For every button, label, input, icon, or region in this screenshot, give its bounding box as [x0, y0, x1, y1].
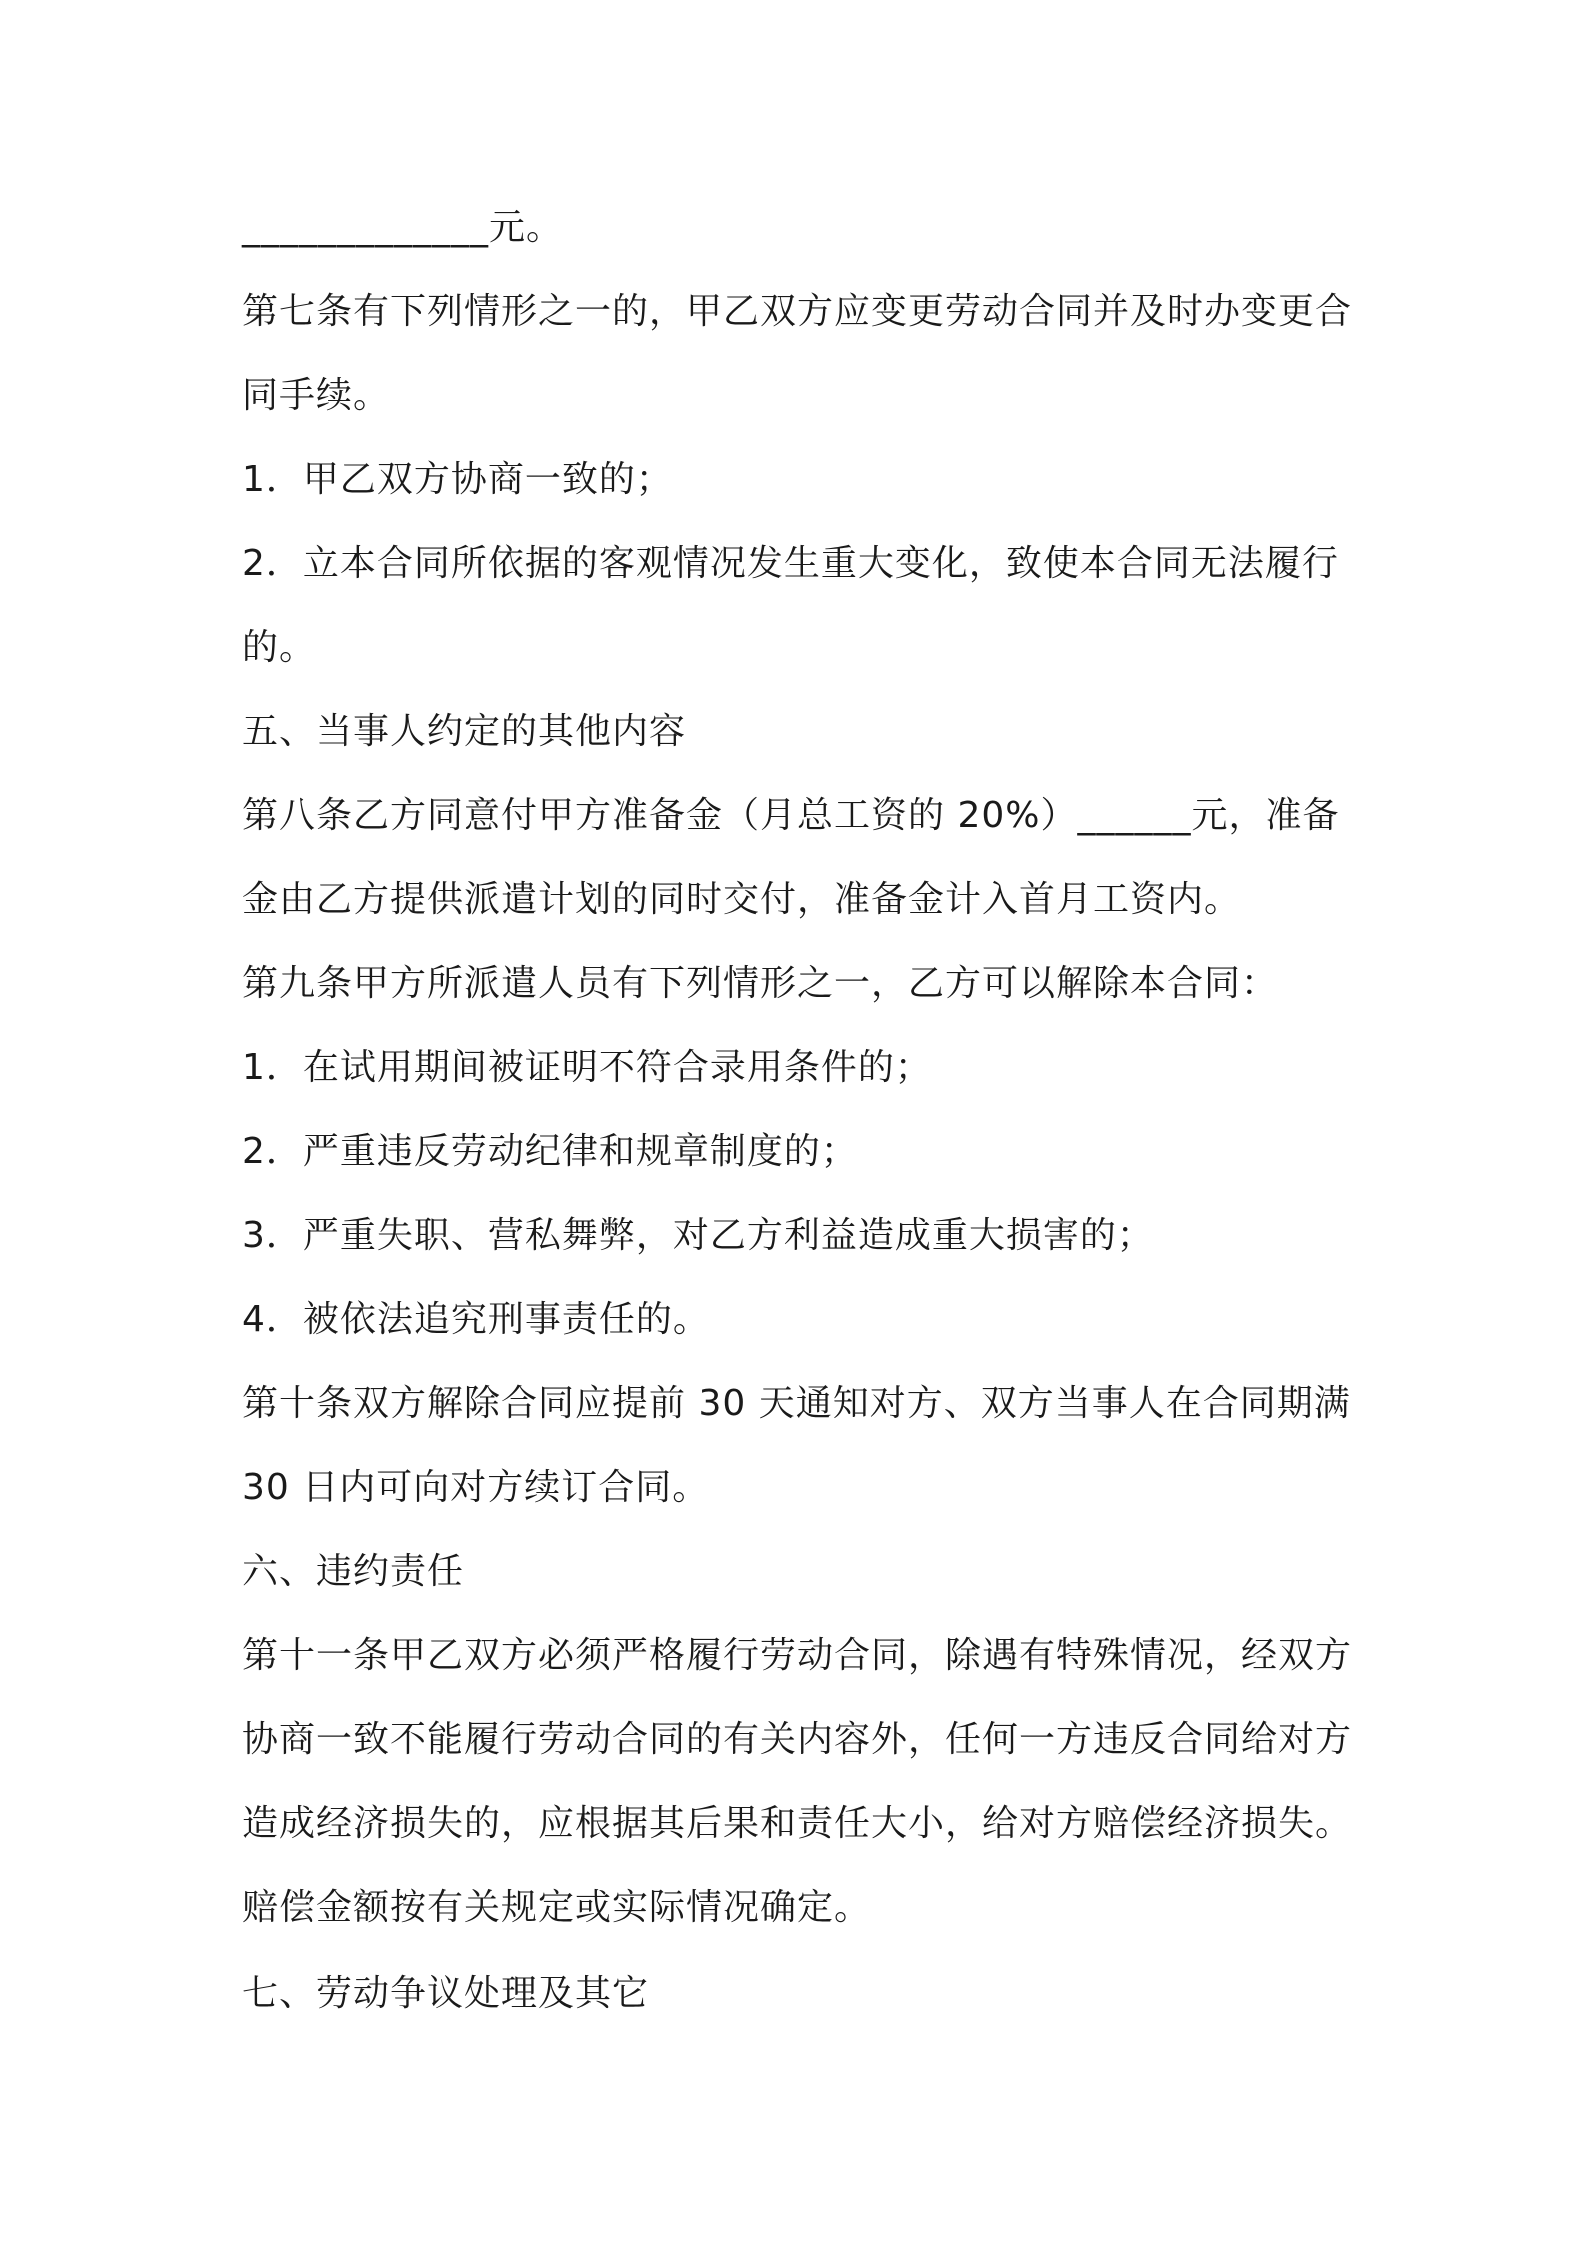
- article-10-line-2: 30 日内可向对方续订合同。: [242, 1467, 710, 1508]
- article-9-item-3: 3．严重失职、营私舞弊，对乙方利益造成重大损害的；: [242, 1215, 1154, 1256]
- article-7-line-1: 第七条有下列情形之一的，甲乙双方应变更劳动合同并及时办变更合: [242, 291, 1353, 332]
- article-7-item-2-line-1: 2．立本合同所依据的客观情况发生重大变化，致使本合同无法履行: [242, 543, 1339, 584]
- section-6-heading: 六、违约责任: [242, 1551, 465, 1592]
- article-11-line-4: 赔偿金额按有关规定或实际情况确定。: [242, 1887, 872, 1928]
- section-7-heading: 七、劳动争议处理及其它: [242, 1973, 650, 2014]
- blank-amount-line: _____________元。: [242, 207, 564, 248]
- article-7-item-2-line-2: 的。: [242, 627, 317, 668]
- article-9-item-2: 2．严重违反劳动纪律和规章制度的；: [242, 1131, 858, 1172]
- article-11-line-2: 协商一致不能履行劳动合同的有关内容外，任何一方违反合同给对方: [242, 1719, 1353, 1760]
- article-11-line-1: 第十一条甲乙双方必须严格履行劳动合同，除遇有特殊情况，经双方: [242, 1635, 1353, 1676]
- article-11-line-3: 造成经济损失的，应根据其后果和责任大小，给对方赔偿经济损失。: [242, 1803, 1353, 1844]
- article-9-item-1: 1．在试用期间被证明不符合录用条件的；: [242, 1047, 932, 1088]
- article-8-line-1: 第八条乙方同意付甲方准备金（月总工资的 20%）______元，准备: [242, 795, 1340, 836]
- article-7-item-1: 1．甲乙双方协商一致的；: [242, 459, 673, 500]
- article-9-line-1: 第九条甲方所派遣人员有下列情形之一，乙方可以解除本合同：: [242, 963, 1279, 1004]
- article-9-item-4: 4．被依法追究刑事责任的。: [242, 1299, 710, 1340]
- article-7-line-2: 同手续。: [242, 375, 391, 416]
- section-5-heading: 五、当事人约定的其他内容: [242, 711, 687, 752]
- article-8-line-2: 金由乙方提供派遣计划的同时交付，准备金计入首月工资内。: [242, 879, 1242, 920]
- article-10-line-1: 第十条双方解除合同应提前 30 天通知对方、双方当事人在合同期满: [242, 1383, 1351, 1424]
